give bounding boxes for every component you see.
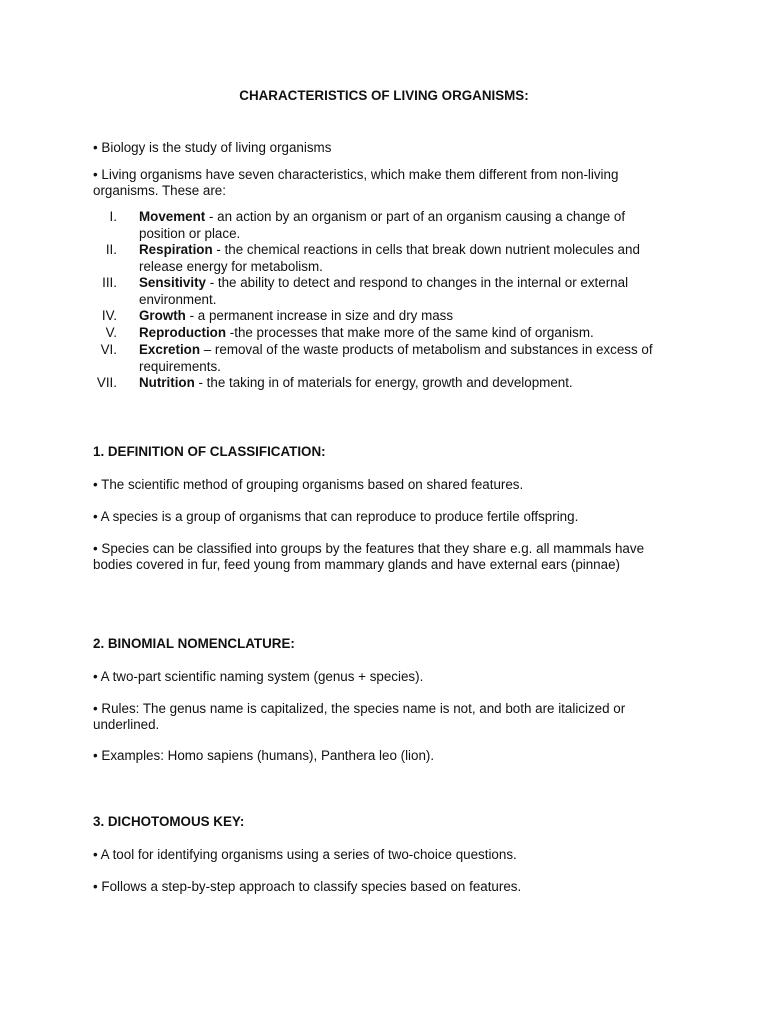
characteristic-item [93,275,673,308]
list-numeral: VI. [100,342,117,357]
characteristic-description: - a permanent increase in size and dry mass [185,308,454,323]
section-heading-classification: 1. DEFINITION OF CLASSIFICATION: [93,444,326,459]
characteristic-description: - the chemical reactions in cells that break down nutrient molecules and release energy for metabolism. [139,242,640,274]
characteristic-description: -the processes that make more of the same kind of organism. [226,325,594,340]
section-paragraph: • Rules: The genus name is capitalized, the species name is not, and both are italicized or underlined. [93,701,626,732]
characteristic-name: Respiration [139,242,213,257]
section-heading-binomial-nomenclature: 2. BINOMIAL NOMENCLATURE: [93,636,295,651]
section-paragraph: • A two-part scientific naming system (genus + species). [93,669,424,684]
characteristic-name: Excretion [139,342,201,357]
section-paragraph: • A species is a group of organisms that can reproduce to produce fertile offspring. [93,509,579,524]
document-title: CHARACTERISTICS OF LIVING ORGANISMS: [239,88,529,103]
list-numeral: II. [105,242,117,257]
list-numeral: V. [105,325,117,340]
section-paragraph: • The scientific method of grouping organisms based on shared features. [93,477,524,492]
characteristic-item [93,209,673,242]
characteristic-name: Growth [139,308,186,323]
characteristic-description: - an action by an organism or part of an organism causing a change of position or place. [139,209,626,241]
characteristic-name: Sensitivity [139,275,206,290]
characteristic-item [93,375,673,392]
section-paragraph: • A tool for identifying organisms using a series of two-choice questions. [93,847,517,862]
characteristic-name: Reproduction [139,325,227,340]
list-numeral: I. [109,209,117,224]
characteristic-description: - the ability to detect and respond to changes in the internal or external environment. [139,275,629,307]
list-numeral: IV. [101,308,117,323]
list-numeral: III. [102,275,117,290]
section-heading-dichotomous-key: 3. DICHOTOMOUS KEY: [93,814,245,829]
section-paragraph: • Species can be classified into groups by the features that they share e.g. all mammals have bodies covered in fur, feed young from mammary glands and have external ears (pinnae) [93,541,645,572]
characteristic-item [93,242,673,275]
section-paragraph: • Follows a step-by-step approach to classify species based on features. [93,879,522,894]
list-numeral: VII. [96,375,117,390]
characteristics-list [93,209,673,392]
characteristic-name: Nutrition [139,375,195,390]
characteristic-description: - the taking in of materials for energy, growth and development. [194,375,573,390]
section-paragraph: • Examples: Homo sapiens (humans), Panthera leo (lion). [93,748,435,763]
characteristic-item [93,342,673,375]
characteristic-item [93,325,673,342]
intro-paragraph: • Biology is the study of living organisms [93,140,332,155]
characteristic-description: – removal of the waste products of metabolism and substances in excess of requirements. [139,342,653,374]
characteristic-name: Movement [139,209,206,224]
intro-paragraph: • Living organisms have seven characteristics, which make them different from non-living organisms. These are: [93,167,619,198]
characteristic-item [93,308,673,325]
